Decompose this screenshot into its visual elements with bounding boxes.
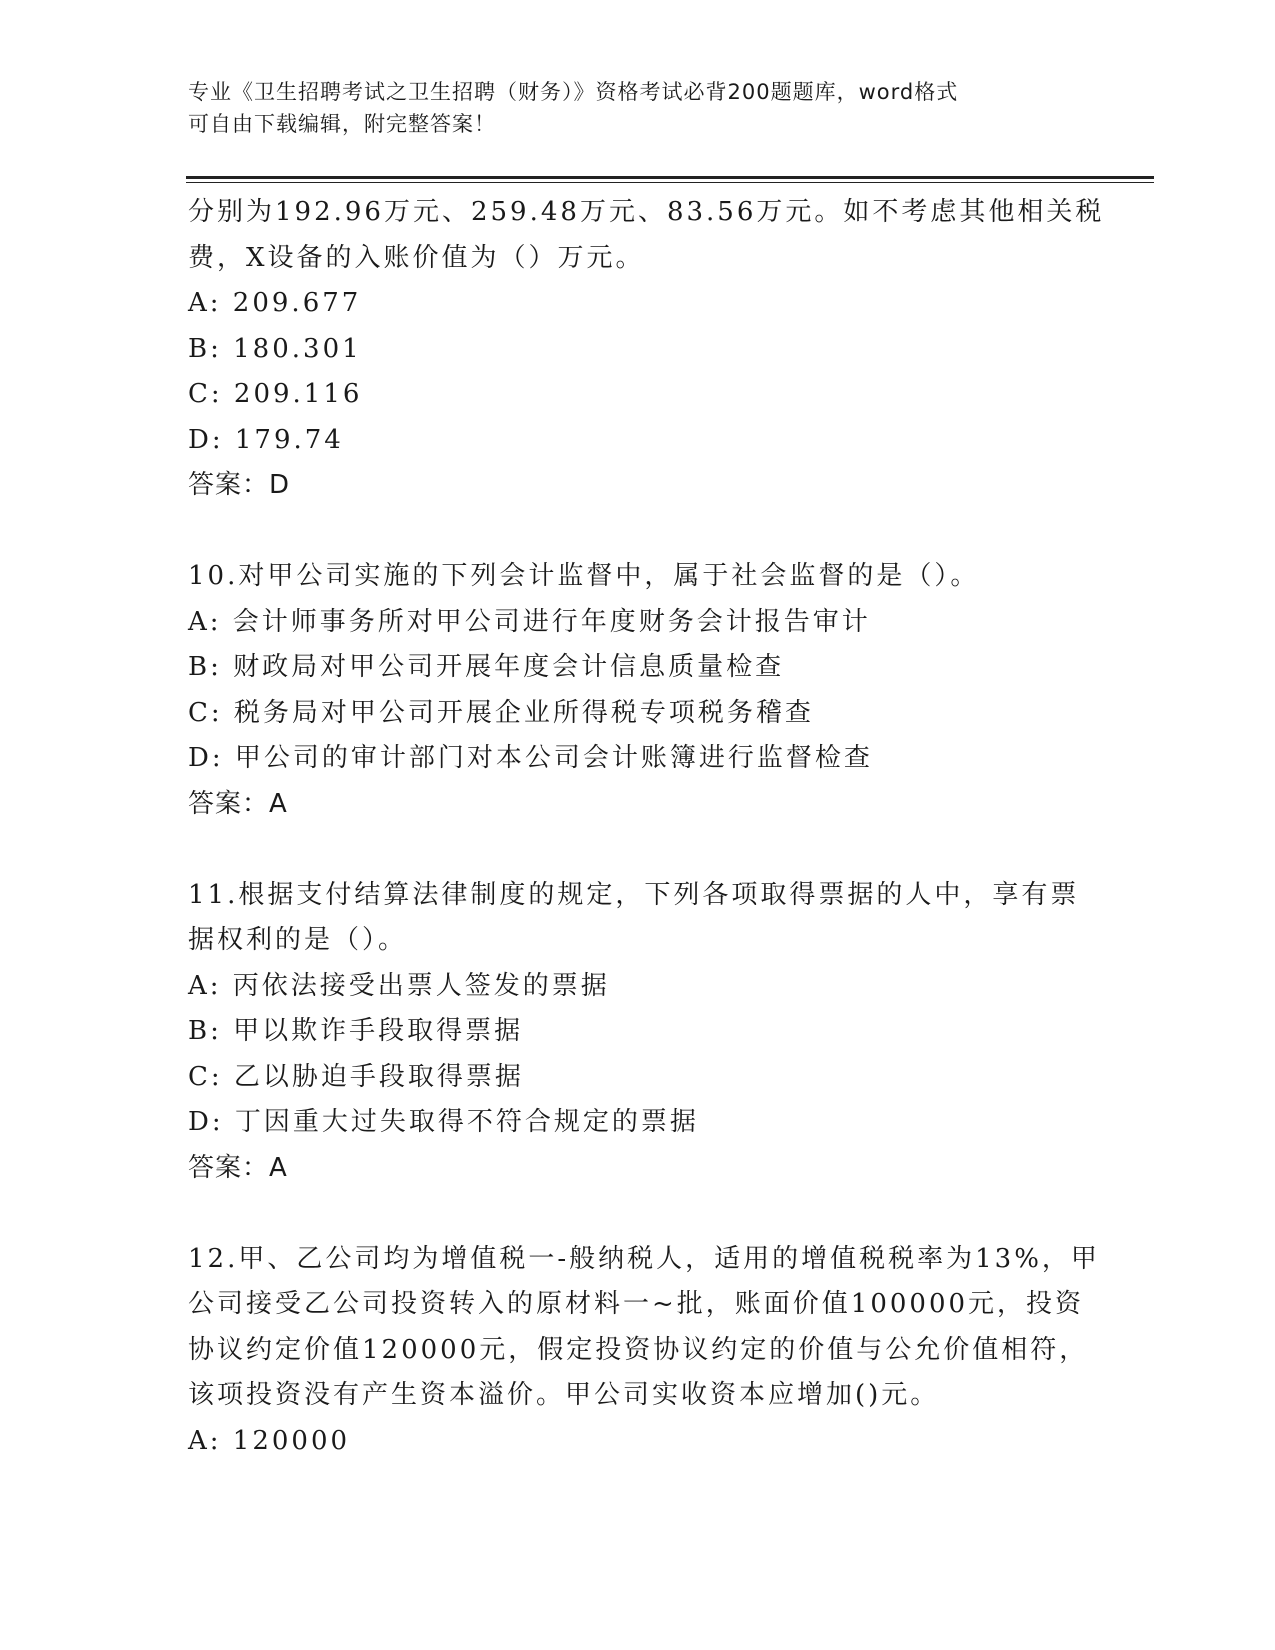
option-b: B: 180.301 <box>188 333 362 364</box>
header-line-2: 可自由下载编辑，附完整答案！ <box>188 112 496 136</box>
option-a: A: 丙依法接受出票人签发的票据 <box>188 970 610 1001</box>
spacer <box>188 509 1088 555</box>
option-c: C: 税务局对甲公司开展企业所得税专项税务稽查 <box>188 697 814 728</box>
option-a: A: 209.677 <box>188 288 362 318</box>
question-stem: 费，X设备的入账价值为（）万元。 <box>188 242 645 273</box>
document-body <box>188 190 1105 1464</box>
question-stem: 11.根据支付结算法律制度的规定，下列各项取得票据的人中，享有票 <box>188 879 1080 910</box>
header-line-1: 专业《卫生招聘考试之卫生招聘（财务）》资格考试必背200题题库，word格式 <box>188 80 959 104</box>
spacer <box>188 1191 1088 1237</box>
question-10 <box>188 554 1088 827</box>
header-rule-thin <box>186 182 1154 183</box>
document-header <box>188 76 1088 140</box>
spacer <box>188 827 1088 873</box>
question-stem: 据权利的是（）。 <box>188 925 408 955</box>
answer: 答案：A <box>188 1152 288 1183</box>
option-c: C: 乙以胁迫手段取得票据 <box>188 1061 524 1092</box>
question-stem: 公司接受乙公司投资转入的原材料一~批，账面价值100000元，投资 <box>188 1289 1085 1319</box>
question-11 <box>188 873 1088 1192</box>
question-stem: 分别为192.96万元、259.48万元、83.56万元。如不考虑其他相关税 <box>188 197 1105 227</box>
question-12 <box>188 1237 1100 1465</box>
option-c: C: 209.116 <box>188 379 363 409</box>
question-9 <box>188 190 1105 509</box>
question-stem: 10.对甲公司实施的下列会计监督中，属于社会监督的是（）。 <box>188 561 980 591</box>
option-b: B: 财政局对甲公司开展年度会计信息质量检查 <box>188 652 785 682</box>
question-stem: 该项投资没有产生资本溢价。甲公司实收资本应增加()元。 <box>188 1380 940 1410</box>
option-d: D: 丁因重大过失取得不符合规定的票据 <box>188 1107 699 1137</box>
option-d: D: 179.74 <box>188 424 344 455</box>
answer: 答案：A <box>188 788 288 819</box>
question-stem: 12.甲、乙公司均为增值税一-般纳税人，适用的增值税税率为13%，甲 <box>188 1243 1100 1274</box>
question-stem: 协议约定价值120000元，假定投资协议约定的价值与公允价值相符， <box>188 1334 1089 1365</box>
option-a: A: 会计师事务所对甲公司进行年度财务会计报告审计 <box>188 606 871 637</box>
option-b: B: 甲以欺诈手段取得票据 <box>188 1016 524 1046</box>
option-d: D: 甲公司的审计部门对本公司会计账簿进行监督检查 <box>188 743 873 773</box>
answer: 答案：D <box>188 470 291 500</box>
header-rule-thick <box>186 176 1154 179</box>
option-a: A: 120000 <box>188 1425 351 1456</box>
